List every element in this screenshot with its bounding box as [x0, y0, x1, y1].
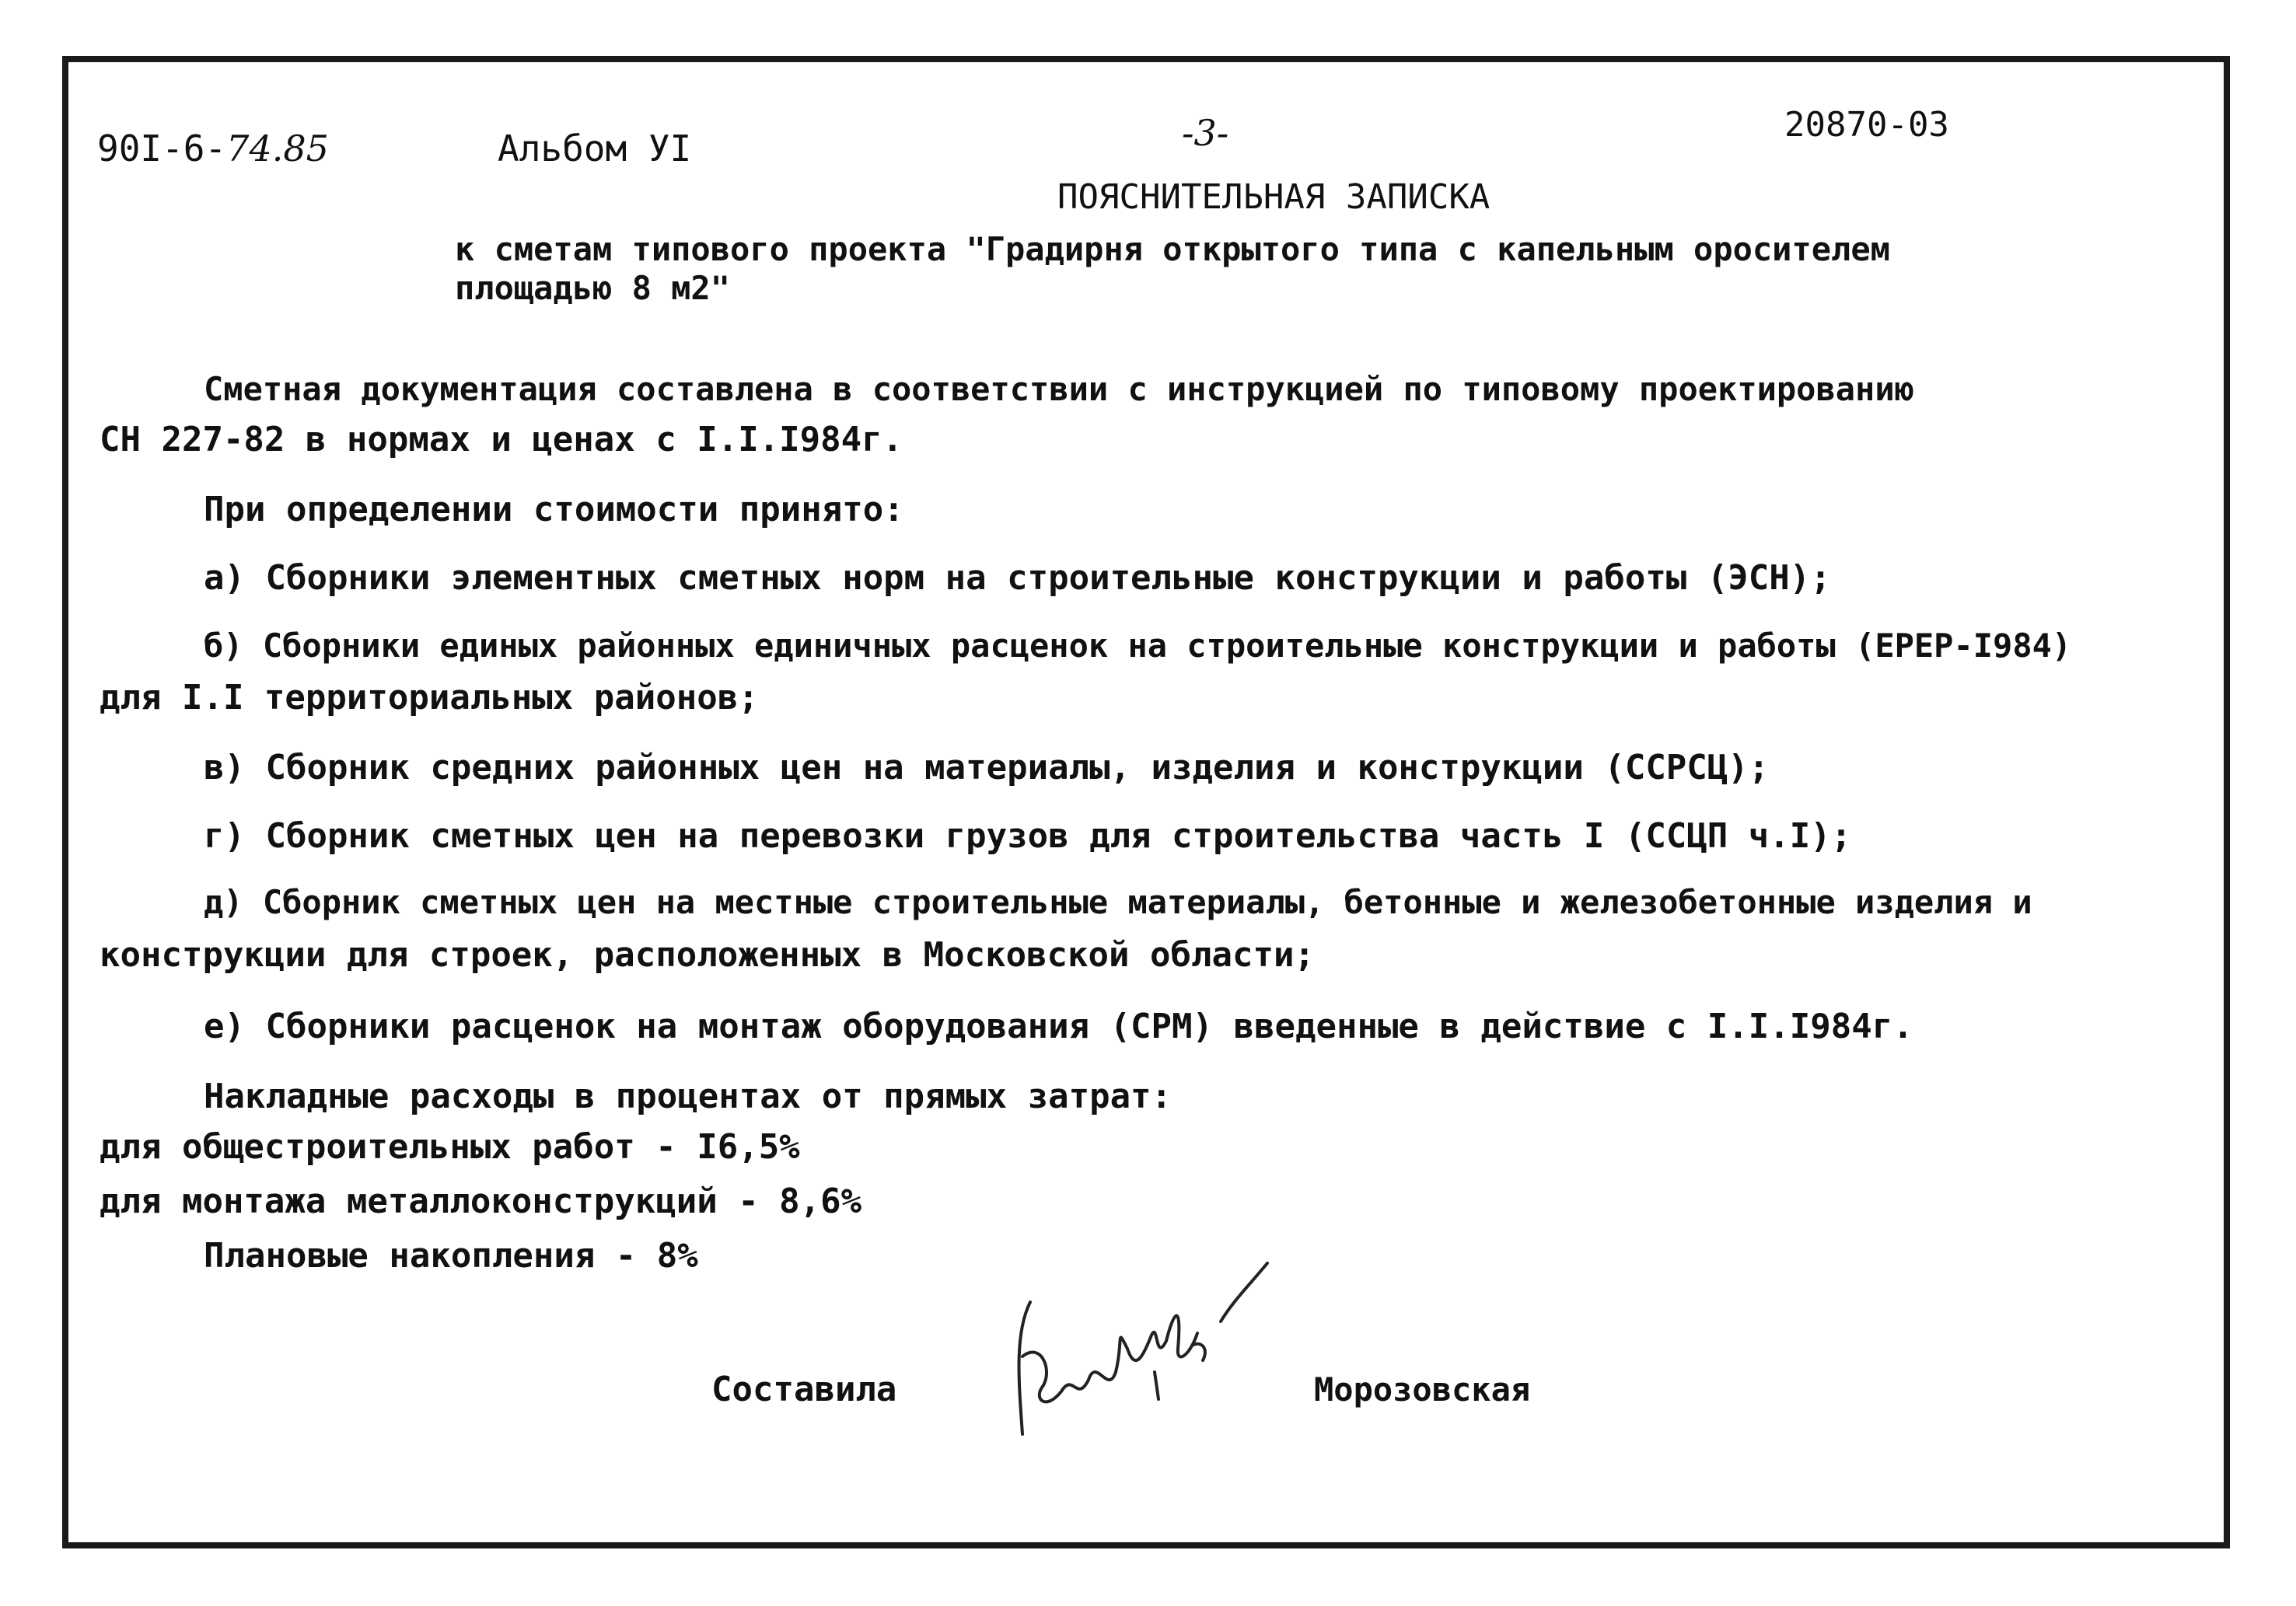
subtitle-line-1: к сметам типового проекта "Градирня открытого типа с капельным оросителем	[455, 230, 1890, 268]
signature-name: Морозовская	[1314, 1370, 1531, 1409]
overhead-metal: для монтажа металлоконструкций - 8,6%	[100, 1182, 862, 1221]
doc-code-prefix: 90I-6-	[97, 127, 227, 169]
subtitle-line-2: площадью 8 м2"	[455, 269, 731, 307]
page-number: -3-	[1182, 112, 1229, 154]
list-item-d-line-2: конструкции для строек, расположенных в Московской области;	[100, 935, 1315, 975]
list-item-d-line-1: д) Сборник сметных цен на местные строительные материалы, бетонные и железобетонные изделия и	[204, 883, 2032, 921]
list-item-g: г) Сборник сметных цен на перевозки грузов для строительства часть I (ССЦП ч.I);	[204, 816, 1852, 856]
list-item-b-line-1: б) Сборники единых районных единичных расценок на строительные конструкции и работы (ЕРЕР-I984)	[204, 627, 2072, 665]
signature-label: Составила	[711, 1370, 897, 1409]
album-label: Альбом УI	[498, 127, 692, 169]
overhead-general: для общестроительных работ - I6,5%	[100, 1127, 800, 1167]
intro-line-1: Сметная документация составлена в соответствии с инструкцией по типовому проектированию	[204, 370, 1914, 408]
doc-code	[97, 128, 329, 169]
intro-line-2: СН 227-82 в нормах и ценах с I.I.I984г.	[100, 420, 903, 459]
doc-number: 20870-03	[1784, 105, 1949, 145]
overhead-heading: Накладные расходы в процентах от прямых затрат:	[204, 1077, 1172, 1116]
page-title: ПОЯСНИТЕЛЬНАЯ ЗАПИСКА	[1057, 177, 1490, 217]
list-item-b-line-2: для I.I территориальных районов;	[100, 678, 759, 717]
doc-code-handwritten: 74.85	[226, 127, 329, 169]
accepted-heading: При определении стоимости принято:	[204, 490, 904, 529]
planned-savings: Плановые накопления - 8%	[204, 1236, 698, 1276]
list-item-v: в) Сборник средних районных цен на материалы, изделия и конструкции (ССРСЦ);	[204, 748, 1770, 787]
list-item-e: е) Сборники расценок на монтаж оборудования (СРМ) введенные в действие с I.I.I984г.	[204, 1007, 1913, 1046]
handwritten-signature	[999, 1255, 1279, 1450]
list-item-a: а) Сборники элементных сметных норм на строительные конструкции и работы (ЭСН);	[204, 558, 1831, 598]
